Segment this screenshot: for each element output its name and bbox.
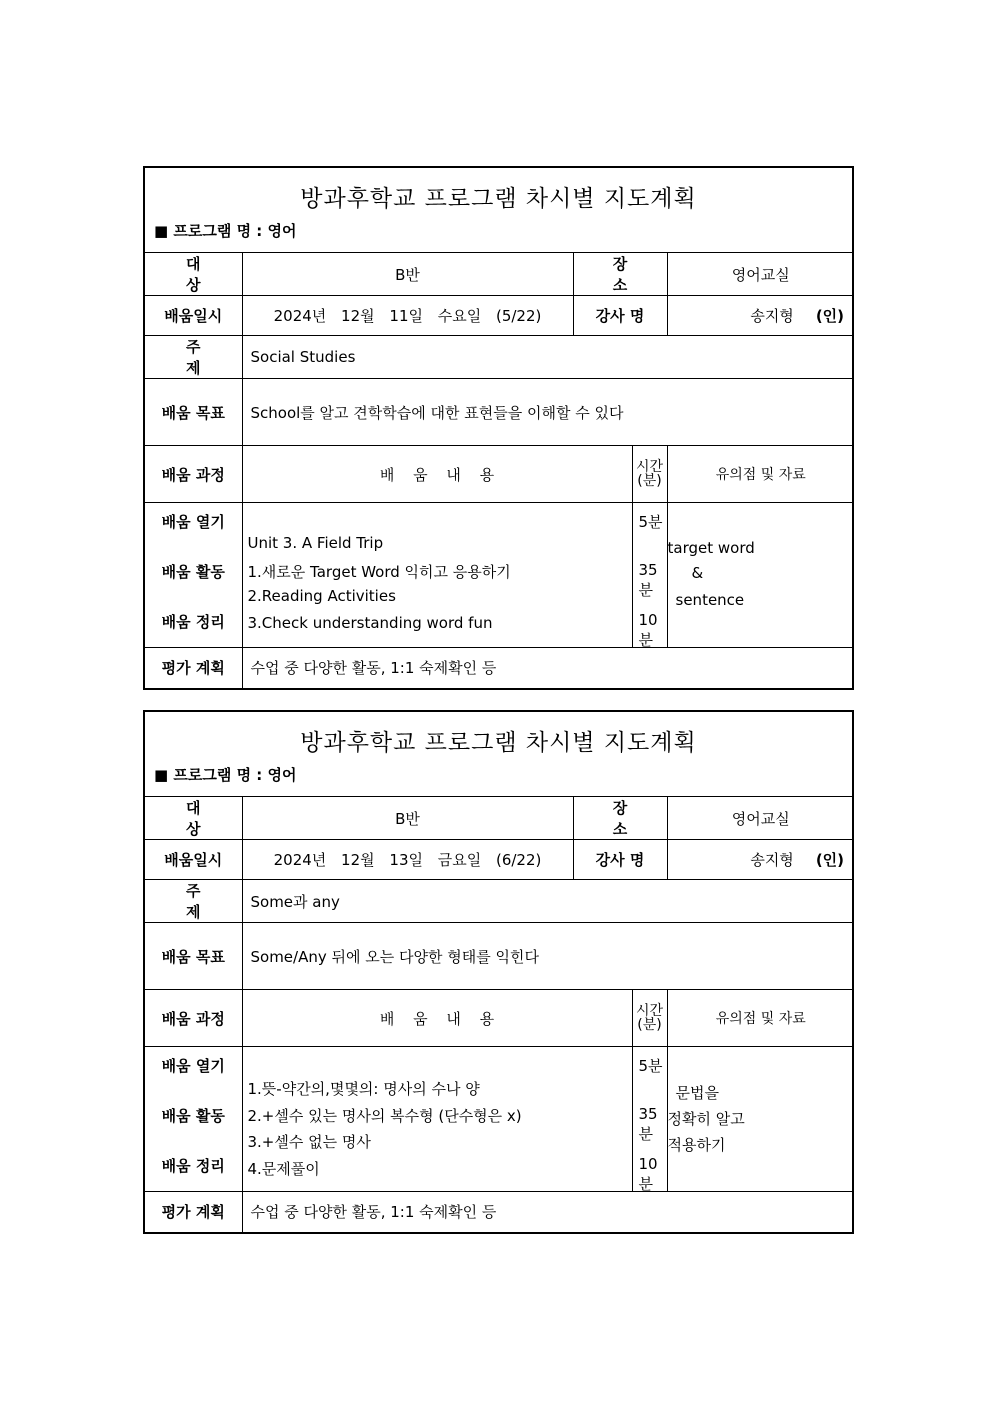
goal-label: 배움 목표 [145,379,242,446]
notes-line: 문법을 [675,1084,719,1102]
notes-line: & [691,564,704,582]
times-cell [632,503,667,648]
target-value: B반 [242,253,573,296]
plan-header [145,712,852,797]
content-line: 1.뜻-약간의,몇몇의: 명사의 수나 양 [247,1080,480,1098]
place-value: 영어교실 [667,797,854,840]
topic-value: Some과 any [242,880,854,923]
time-open: 5분 [638,1057,663,1075]
notes-line: 적용하기 [667,1136,726,1154]
teacher-seal: (인) [815,307,845,325]
teacher-cell [667,296,854,336]
content-line: 2.Reading Activities [247,587,396,605]
process-label: 배움 과정 [145,990,242,1047]
notes-line: 정확히 알고 [667,1110,745,1128]
content-line: 1.새로운 Target Word 익히고 응용하기 [247,563,511,581]
time-header-2: (분) [637,473,662,489]
topic-value: Social Studies [242,336,854,379]
plan-title: 방과후학교 프로그램 차시별 지도계획 [300,730,697,756]
stage-activity: 배움 활동 [161,1107,225,1125]
time-header [632,446,667,503]
process-label: 배움 과정 [145,446,242,503]
teacher-label: 강사 명 [573,296,667,336]
eval-label: 평가 계획 [145,648,242,688]
time-header-1: 시간 [635,459,664,475]
notes-line: sentence [675,591,745,609]
program-name: ■ 프로그램 명 : 영어 [154,222,297,240]
content-cell [242,503,632,648]
notes-header: 유의점 및 자료 [667,990,854,1047]
notes-header: 유의점 및 자료 [667,446,854,503]
target-label: 대 상 [145,797,242,840]
teacher-seal: (인) [815,851,845,869]
stage-labels [145,1047,242,1192]
plan-table [145,797,854,1232]
plan-table [145,253,854,688]
eval-value: 수업 중 다양한 활동, 1:1 숙제확인 등 [242,648,854,688]
stage-labels [145,503,242,648]
content-header: 배 움 내 용 [242,446,632,503]
content-header: 배 움 내 용 [242,990,632,1047]
program-name: ■ 프로그램 명 : 영어 [154,766,297,784]
stage-activity: 배움 활동 [161,563,225,581]
date-value: 2024년 12월 11일 수요일 (5/22) [242,296,573,336]
lesson-plan-1 [143,166,854,690]
plan-header [145,168,852,253]
content-line: Unit 3. A Field Trip [247,534,384,552]
place-label: 장 소 [573,253,667,296]
stage-open: 배움 열기 [161,1057,225,1075]
date-label: 배움일시 [145,296,242,336]
stage-open: 배움 열기 [161,513,225,531]
notes-line: target word [667,539,755,557]
stage-close: 배움 정리 [161,613,225,631]
teacher-cell [667,840,854,880]
time-header-1: 시간 [635,1003,664,1019]
topic-label: 주 제 [145,880,242,923]
eval-label: 평가 계획 [145,1192,242,1232]
date-label: 배움일시 [145,840,242,880]
lesson-plan-2 [143,710,854,1234]
content-line: 2.+셀수 있는 명사의 복수형 (단수형은 x) [247,1107,522,1125]
time-close: 10분 [638,611,658,649]
content-cell [242,1047,632,1192]
time-header [632,990,667,1047]
time-header-2: (분) [637,1017,662,1033]
stage-close: 배움 정리 [161,1157,225,1175]
time-activity: 35분 [638,1105,658,1143]
content-line: 4.문제풀이 [247,1160,320,1178]
time-open: 5분 [638,513,663,531]
notes-cell [667,503,854,648]
notes-cell [667,1047,854,1192]
time-close: 10분 [638,1155,658,1193]
teacher-value: 송지형 [750,851,794,869]
teacher-label: 강사 명 [573,840,667,880]
target-label: 대 상 [145,253,242,296]
place-label: 장 소 [573,797,667,840]
time-activity: 35분 [638,561,658,599]
target-value: B반 [242,797,573,840]
goal-value: School를 알고 견학학습에 대한 표현들을 이해할 수 있다 [242,379,854,446]
content-line: 3.+셀수 없는 명사 [247,1133,371,1151]
topic-label: 주 제 [145,336,242,379]
plan-title: 방과후학교 프로그램 차시별 지도계획 [300,186,697,212]
teacher-value: 송지형 [750,307,794,325]
place-value: 영어교실 [667,253,854,296]
eval-value: 수업 중 다양한 활동, 1:1 숙제확인 등 [242,1192,854,1232]
date-value: 2024년 12월 13일 금요일 (6/22) [242,840,573,880]
goal-label: 배움 목표 [145,923,242,990]
times-cell [632,1047,667,1192]
goal-value: Some/Any 뒤에 오는 다양한 형태를 익힌다 [242,923,854,990]
content-line: 3.Check understanding word fun [247,614,493,632]
